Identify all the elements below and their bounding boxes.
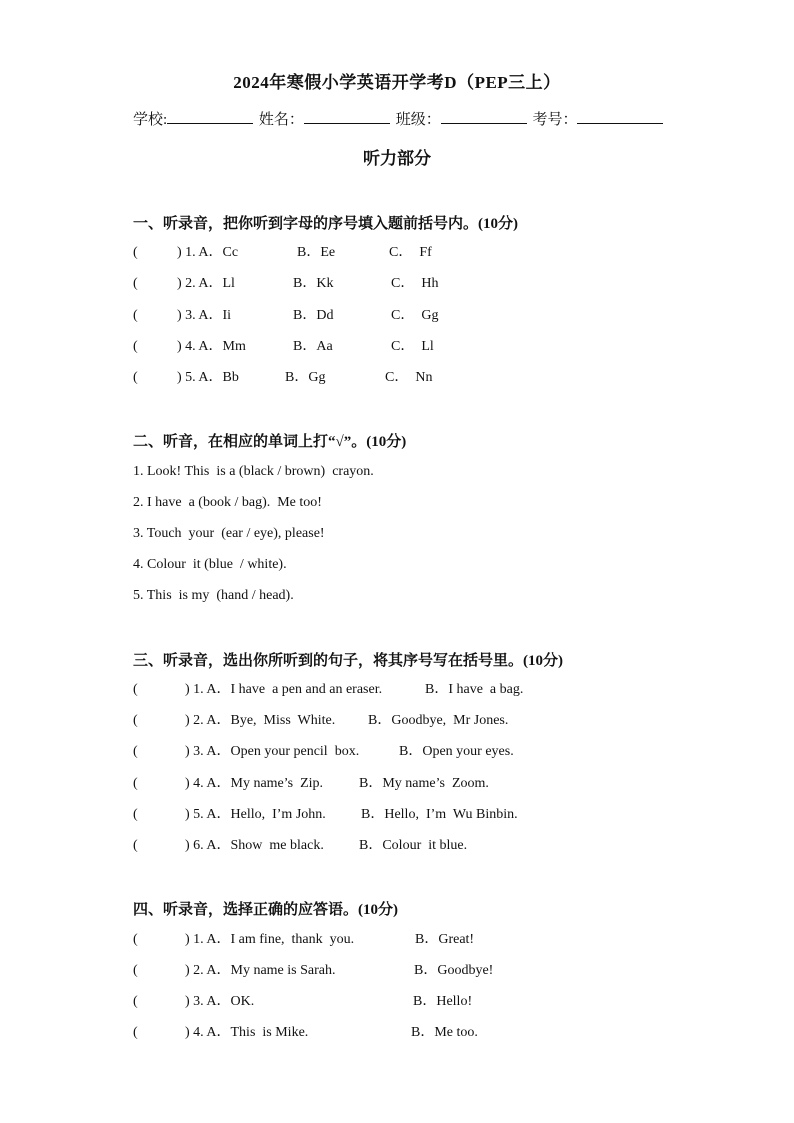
option-c: C． Ff — [389, 245, 432, 260]
option-a: ) 5. A．Hello, I’m John. — [185, 807, 326, 822]
option-b: B．Colour it blue. — [359, 838, 468, 853]
question-line: 1. Look! This is a (black / brown) crayon. — [133, 464, 374, 479]
option-b: B．Hello! — [413, 994, 473, 1009]
option-a: ) 6. A．Show me black. — [185, 838, 324, 853]
option-a: ) 1. A．I am fine, thank you. — [185, 932, 355, 947]
answer-paren[interactable]: ( — [133, 308, 138, 323]
option-c: C． Ll — [391, 339, 434, 354]
option-b: B．Gg — [285, 370, 326, 385]
question-row — [133, 837, 468, 855]
question-row — [133, 962, 494, 980]
answer-paren[interactable]: ( — [133, 776, 138, 791]
question-row — [133, 681, 524, 699]
option-c: C． Hh — [391, 276, 439, 291]
school-label: 学校: — [133, 112, 168, 128]
question-row — [133, 993, 473, 1011]
question-row — [133, 275, 439, 293]
section-1-heading: 一、听录音，把你听到字母的序号填入题前括号内。(10分) — [133, 216, 518, 232]
option-b: B．I have a bag. — [425, 682, 524, 697]
option-a: ) 1. A．I have a pen and an eraser. — [185, 682, 383, 697]
question-line: 2. I have a (book / bag). Me too! — [133, 495, 322, 510]
option-b: B．Great! — [415, 932, 475, 947]
option-a: ) 4. A．My name’s Zip. — [185, 776, 324, 791]
answer-paren[interactable]: ( — [133, 963, 138, 978]
option-a: ) 2. A．Bye, Miss White. — [185, 713, 336, 728]
answer-paren[interactable]: ( — [133, 682, 138, 697]
option-c: C． Nn — [385, 370, 433, 385]
option-b: B．Me too. — [411, 1025, 478, 1040]
question-row — [133, 743, 514, 761]
answer-paren[interactable]: ( — [133, 713, 138, 728]
exam-number-label: 考号： — [532, 112, 578, 128]
answer-paren[interactable]: ( — [133, 339, 138, 354]
answer-paren[interactable]: ( — [133, 994, 138, 1009]
option-b: B．Aa — [293, 339, 333, 354]
answer-paren[interactable]: ( — [133, 276, 138, 291]
answer-paren[interactable]: ( — [133, 807, 138, 822]
section-2-heading: 二、听音，在相应的单词上打“√”。(10分) — [133, 434, 407, 450]
option-c: C． Gg — [391, 308, 439, 323]
option-b: B．Open your eyes. — [399, 744, 514, 759]
option-a: ) 4. A．This is Mike. — [185, 1025, 309, 1040]
option-a: ) 3. A．Open your pencil box. — [185, 744, 360, 759]
class-blank[interactable] — [441, 108, 527, 124]
option-b: B．Hello, I’m Wu Binbin. — [361, 807, 518, 822]
question-row — [133, 775, 489, 793]
student-info-row — [133, 108, 665, 129]
question-row — [133, 338, 434, 356]
question-row — [133, 712, 509, 730]
option-a: ) 5. A．Bb — [177, 370, 239, 385]
option-b: B．Kk — [293, 276, 334, 291]
option-b: B．Dd — [293, 308, 334, 323]
option-b: B．My name’s Zoom. — [359, 776, 489, 791]
question-line: 3. Touch your (ear / eye), please! — [133, 526, 325, 541]
school-blank[interactable] — [167, 108, 253, 124]
question-row — [133, 931, 475, 949]
answer-paren[interactable]: ( — [133, 838, 138, 853]
answer-paren[interactable]: ( — [133, 744, 138, 759]
name-blank[interactable] — [304, 108, 390, 124]
page-title: 2024年寒假小学英语开学考D（PEP三上） — [233, 73, 561, 92]
answer-paren[interactable]: ( — [133, 370, 138, 385]
section-subtitle: 听力部分 — [363, 149, 431, 168]
option-a: ) 3. A．Ii — [177, 308, 232, 323]
option-b: B．Goodbye, Mr Jones. — [368, 713, 509, 728]
option-a: ) 1. A．Cc — [177, 245, 239, 260]
question-row — [133, 806, 518, 824]
question-row — [133, 369, 433, 387]
question-row — [133, 307, 439, 325]
answer-paren[interactable]: ( — [133, 932, 138, 947]
option-b: B．Ee — [297, 245, 336, 260]
question-line: 4. Colour it (blue / white). — [133, 557, 287, 572]
class-label: 班级： — [395, 112, 441, 128]
question-row — [133, 1024, 478, 1042]
exam-number-blank[interactable] — [577, 108, 663, 124]
option-b: B．Goodbye! — [414, 963, 494, 978]
option-a: ) 2. A．Ll — [177, 276, 235, 291]
answer-paren[interactable]: ( — [133, 245, 138, 260]
section-4-heading: 四、听录音，选择正确的应答语。(10分) — [133, 902, 398, 918]
answer-paren[interactable]: ( — [133, 1025, 138, 1040]
question-row — [133, 244, 432, 262]
name-label: 姓名： — [258, 112, 304, 128]
option-a: ) 2. A．My name is Sarah. — [185, 963, 336, 978]
option-a: ) 4. A．Mm — [177, 339, 246, 354]
section-3-heading: 三、听录音，选出你所听到的句子，将其序号写在括号里。(10分) — [133, 653, 563, 669]
option-a: ) 3. A．OK. — [185, 994, 255, 1009]
question-line: 5. This is my (hand / head). — [133, 588, 294, 603]
